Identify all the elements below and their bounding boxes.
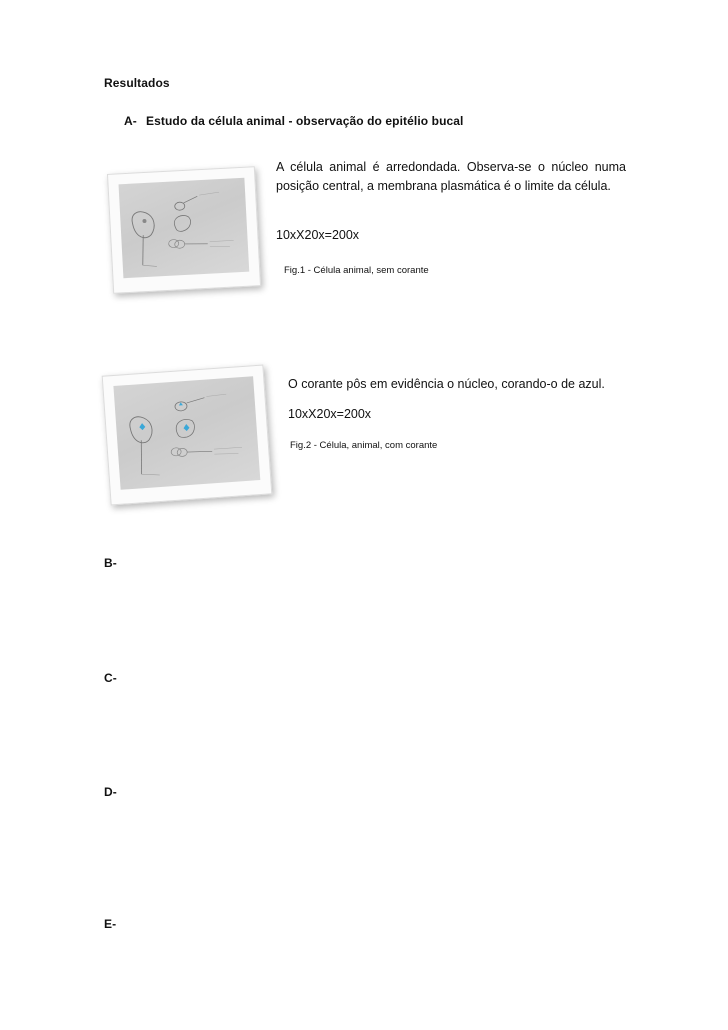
- figure-1-magnification: 10xX20x=200x: [276, 228, 360, 242]
- section-e-marker: E-: [104, 917, 117, 931]
- section-c-marker: C-: [104, 671, 117, 685]
- figure-2-drawing: [113, 376, 260, 490]
- figure-1-description-line-1: A célula animal é arredondada. Observa-se o núcleo numa: [276, 160, 626, 174]
- page-heading: Resultados: [104, 76, 170, 90]
- figure-1-photo: [107, 166, 261, 294]
- section-b-marker: B-: [104, 556, 117, 570]
- figure-2-caption: Fig.2 - Célula, animal, com corante: [290, 440, 438, 451]
- figure-1-caption: Fig.1 - Célula animal, sem corante: [284, 265, 429, 276]
- section-d-marker: D-: [104, 785, 117, 799]
- section-a-marker: A-: [124, 114, 137, 128]
- section-a-title: Estudo da célula animal - observação do epitélio bucal: [146, 114, 464, 128]
- figure-2-description: O corante pôs em evidência o núcleo, corando-o de azul.: [288, 377, 605, 391]
- figure-2-magnification: 10xX20x=200x: [288, 407, 372, 421]
- figure-1-drawing: [119, 178, 250, 278]
- figure-2-photo: [102, 365, 273, 506]
- figure-1-description-line-2: posição central, a membrana plasmática é o limite da célula.: [276, 179, 611, 193]
